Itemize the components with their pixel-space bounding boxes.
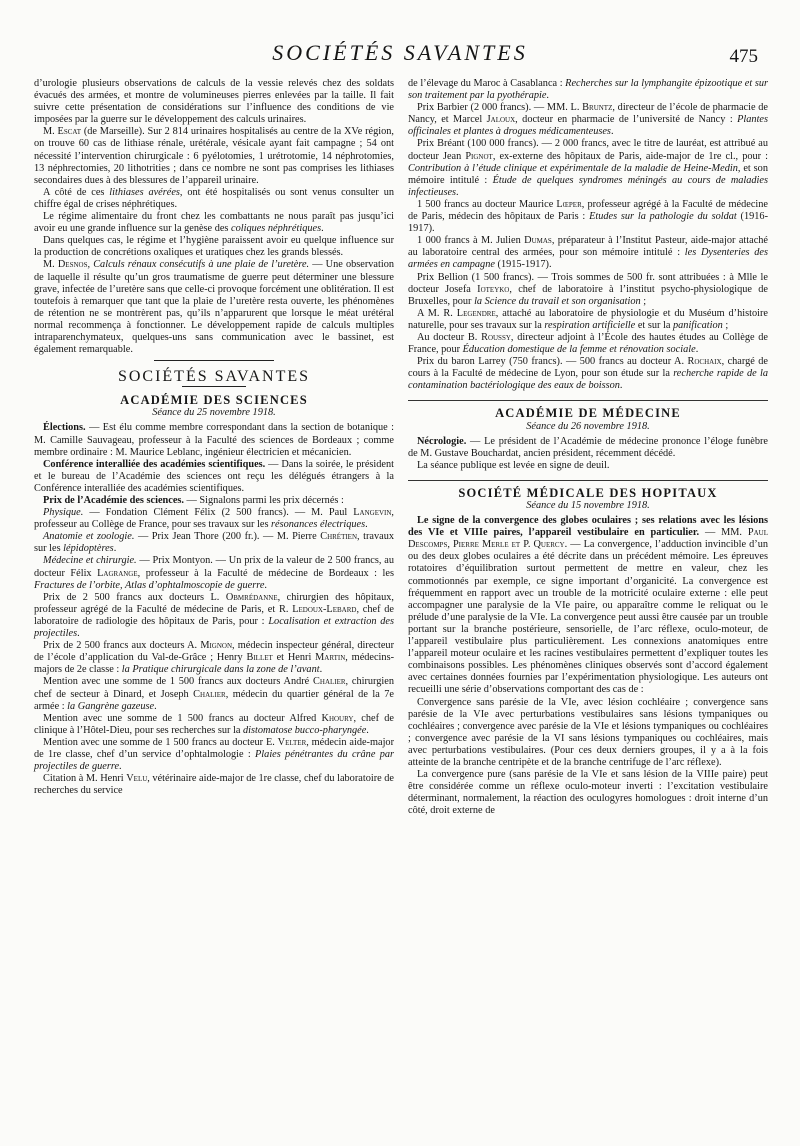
paragraph: M. Escat (de Marseille). Sur 2 814 urinaires hospitalisés au centre de la XVe région, on trouve 60 cas de lithiase rénale, urétérale, vésicale ayant fait campagne ; 54 ont nécessité l’intervention chirurgicale : 6 pyélotomies, 1 urétrotomie, 14 néphrotomies, 13 néphrectomies, 20 lithotrities ; dans ce nombre ne sont pas comprises les lithiases secondaires dues à des blessures de l’appareil urinaire. [34, 126, 395, 186]
paragraph: 1 500 francs au docteur Maurice Lœper, professeur agrégé à la Faculté de médecine de Paris, médecin des hôpitaux de Paris : Etudes sur la pathologie du soldat (1916-1917). [408, 198, 768, 235]
paragraph: 1 000 francs à M. Julien Dumas, préparateur à l’Institut Pasteur, aide-major attaché au laboratoire central des armées, pour son mémoire intitulé : les Dysenteries des armées en campagne (1915-1917). [408, 235, 769, 271]
paragraph: Prix Bellion (1 500 francs). — Trois sommes de 500 fr. sont attribuées : à Mlle le docteur Josefa Ioteyko, chef de laboratoire à l’institut psycho-physiologique de Bruxelles, pour la Science du travail et son organisation ; [408, 271, 768, 307]
paragraph: Anatomie et zoologie. — Prix Jean Thore (200 fr.). — M. Pierre Chrétien, travaux sur les lépidoptères. [34, 531, 394, 555]
page-number: 475 [729, 46, 758, 67]
section-banner: SOCIÉTÉS SAVANTES [117, 368, 311, 386]
paragraph: d’urologie plusieurs observations de calculs de la vessie relevés chez des soldats évacués des armées, et montre de volumineuses pierres enlevées par la taille. Il fait suivre cette présentation de considérations sur l’influence des conditions de vie imposées par la guerre sur le développement des calculs urinaires. [34, 78, 394, 126]
session-date: Séance du 26 novembre 1918. [526, 420, 650, 432]
paragraph: Citation à M. Henri Velu, vétérinaire aide-major de 1re classe, chef du laboratoire de recherches du service [34, 773, 394, 797]
session-date: Séance du 25 novembre 1918. [152, 407, 276, 419]
paragraph: Nécrologie. — Le président de l’Académie de médecine prononce l’éloge funèbre de M. Gustave Bouchardat, ancien président, récemment décédé. [408, 435, 768, 459]
paragraph: A côté de ces lithiases avérées, ont été hospitalisés ou sont venus consulter un chiffre égal de crises néphrétiques. [34, 186, 395, 210]
paragraph: Prix de 2 500 francs aux docteurs L. Obmrédanne, chirurgien des hôpitaux, professeur agrégé de la Faculté de médecine de Paris, et R. Ledoux-Lebard, chef de laboratoire de radiologie des hôpitaux de Paris, pour : Localisation et extraction des projectiles. [34, 591, 394, 640]
section-heading: ACADÉMIE DES SCIENCES [120, 393, 308, 408]
paragraph: Mention avec une somme de 1 500 francs au docteur E. Velter, médecin aide-major de 1re classe, chef d’un service d’ophtalmologie : Plaies pénétrantes du crâne par projectiles de guerre. [34, 736, 395, 773]
paragraph: Prix de 2 500 francs aux docteurs A. Mignon, médecin inspecteur général, directeur de l’école d’application du Val-de-Grâce ; Henry Billet et Henri Martin, médecins-majors de 2e classe : la Pratique chirurgicale dans la zone de l’avant. [34, 640, 395, 676]
paragraph: A M. R. Legendre, attaché au laboratoire de physiologie et du Muséum d’histoire naturelle, pour ses travaux sur la respiration artificielle et sur la panification ; [408, 307, 768, 331]
divider [408, 400, 768, 401]
paragraph: Mention avec une somme de 1 500 francs aux docteurs André Chalier, chirurgien chef de secteur à Dinard, et Joseph Chalier, médecin du quartier général de la 7e armée : la Gangrène gazeuse. [34, 676, 395, 712]
paragraph: Physique. — Fondation Clément Félix (2 500 francs). — M. Paul Langevin, professeur au Collège de France, pour ses travaux sur les résonances électriques. [34, 507, 394, 531]
divider [182, 386, 246, 387]
paragraph: La séance publique est levée en signe de deuil. [417, 459, 610, 471]
paragraph: Médecine et chirurgie. — Prix Montyon. — Un prix de la valeur de 2 500 francs, au docteur Félix Lagrange, professeur à la Faculté de médecine de Bordeaux : les Fractures de l’orbite, Atlas d’ophtalmoscopie de guerre. [34, 555, 394, 591]
section-heading: ACADÉMIE DE MÉDECINE [495, 406, 681, 421]
paragraph: Dans quelques cas, le régime et l’hygiène paraissent avoir eu quelque influence sur la production de concrétions oxaliques et uratiques chez les grands blessés. [34, 235, 394, 259]
paragraph: Le signe de la convergence des globes oculaires ; ses relations avec les lésions des VIe et VIIIe paires, l’appareil vestibulaire en particulier. — MM. Paul Descomps, Pierre Merle et P. Quercy. — La convergence, l’adduction invincible d’un ou des deux globes oculaires a été décrite dans un précédent mémoire. Les épreuves rotatoires d’équilibration surtout permettent de mettre en valeur, chez les commotionnés par exemple, ce signe important d’organicité. La convergence est fréquemment en rapport avec un trouble de la motricité oculaire externe : elle peut accompagner une paralysie de la VIe paire, ou apparaître comme le reliquat ou le prélude d’une paralysie de la VIe. La convergence peut aussi être causée par un trouble portant sur la branche postérieure, sensorielle, de l’arc réflexe, oculo-moteur, de l’appareil vestibulaire plus particulièrement. Les connexions anatomiques entre l’appareil moteur oculaire et les racines vestibulaires permettent d’expliquer toutes les combinaisons possibles. Les phénomènes cliniques observés sont d’accord également avec certaines données fournies par l’expérimentation physiologique. Les auteurs ont recueilli une série d’observations comportant des cas de : [408, 515, 769, 696]
section-heading: SOCIÉTÉ MÉDICALE DES HOPITAUX [458, 485, 718, 500]
running-head [0, 38, 800, 78]
paragraph: Au docteur B. Roussy, directeur adjoint à l’École des hautes études au Collège de France, pour Éducation domestique de la femme et rénovation sociale. [408, 331, 768, 356]
paragraph: Prix Bréant (100 000 francs). — 2 000 francs, avec le titre de lauréat, est attribué au docteur Jean Pignot, ex-externe des hôpitaux de Paris, aide-major de 1re cl., pour : Contribution à l’étude clinique et expérimentale de la maladie de Heine-Medin, et son mémoire intitulé : Étude de quelques syndromes méningés au cours de maladies infectieuses. [408, 138, 768, 198]
running-head-title: SOCIÉTÉS SAVANTES [272, 40, 528, 65]
paragraph: Mention avec une somme de 1 500 francs au docteur Alfred Khoury, chef de clinique à l’Hôtel-Dieu, pour ses recherches sur la distomatose bucco-pharyngée. [34, 712, 394, 736]
paragraph: Conférence interalliée des académies scientifiques. — Dans la soirée, le président et le bureau de l’Académie des sciences ont reçu les délégués étrangers à la Conférence interalliée des académies scientifiques. [34, 458, 394, 494]
paragraph: Le régime alimentaire du front chez les combattants ne nous paraît pas jusqu’ici avoir eu une grande influence sur la genèse des coliques néphrétiques. [34, 211, 394, 235]
divider [408, 480, 768, 481]
paragraph: Prix de l’Académie des sciences. — Signalons parmi les prix décernés : [43, 495, 344, 506]
left-column [34, 78, 394, 797]
paragraph: La convergence pure (sans parésie de la VIe et sans lésion de la VIIIe paire) peut être considérée comme un réflexe oculo-moteur inverti : l’excitation vestibulaire déterminant, normalement, la réaction des oculogyres homologues : droit interne d’un côté, droit externe de [408, 769, 768, 817]
divider [154, 360, 274, 361]
paragraph: Prix Barbier (2 000 francs). — MM. L. Bruntz, directeur de l’école de pharmacie de Nancy, et Marcel Jaloux, docteur en pharmacie de l’université de Nancy : Plantes officinales et plantes à drogues médicamenteuses. [408, 102, 769, 138]
paragraph: Prix du baron Larrey (750 francs). — 500 francs au docteur A. Rochaix, chargé de cours à la Faculté de médecine de Lyon, pour son étude sur la recherche rapide de la contamination bactériologique des eaux de boisson. [408, 356, 768, 392]
right-column [408, 78, 768, 817]
paragraph: Élections. — Est élu comme membre correspondant dans la section de botanique : M. Camille Sauvageau, professeur à la Faculté des sciences de Bordeaux ; comme membre ordinaire : M. Maurice Leblanc, ingénieur électricien et mécanicien. [34, 422, 394, 458]
session-date: Séance du 15 novembre 1918. [526, 500, 650, 511]
paragraph: Convergence sans parésie de la VIe, avec lésion cochléaire ; convergence sans parésie de la VIe avec perturbations vestibulaires sans lésions tympaniques ou cochléaires ; convergence avec parésie de la VIe et lésions tympaniques ou cochléaires ; convergence avec parésie de la VI sans lésions tympaniques ou cochléaires, mais avec perturbations vestibulaires. (Pour ces deux derniers groupes, il y a à la fois atteinte de la branche centripète et de la branche centrifuge de l’arc réflexe). [408, 696, 768, 768]
paragraph: M. Desnos, Calculs rénaux consécutifs à une plaie de l’uretère. — Une observation de laquelle il résulte qu’un gros traumatisme de guerre peut déterminer une blessure grave, infectée de l’uretère sans que celle-ci provoque forcément une oblitération. Il est toutefois à remarquer que tant que la plaie de l’uretère resta ouverte, les phénomènes de rétention ne se montrèrent pas, qu’ils n’apparurent que lorsque le méat urétéral normal recommença à fonctionner. Le développement rapide de calculs multiples intraparenchymateux, quelques-uns sans communication avec le bassinet, est également remarquable. [34, 259, 395, 356]
paragraph: de l’élevage du Maroc à Casablanca : Recherches sur la lymphangite épizootique et sur son traitement par la pyothérapie. [408, 78, 769, 102]
